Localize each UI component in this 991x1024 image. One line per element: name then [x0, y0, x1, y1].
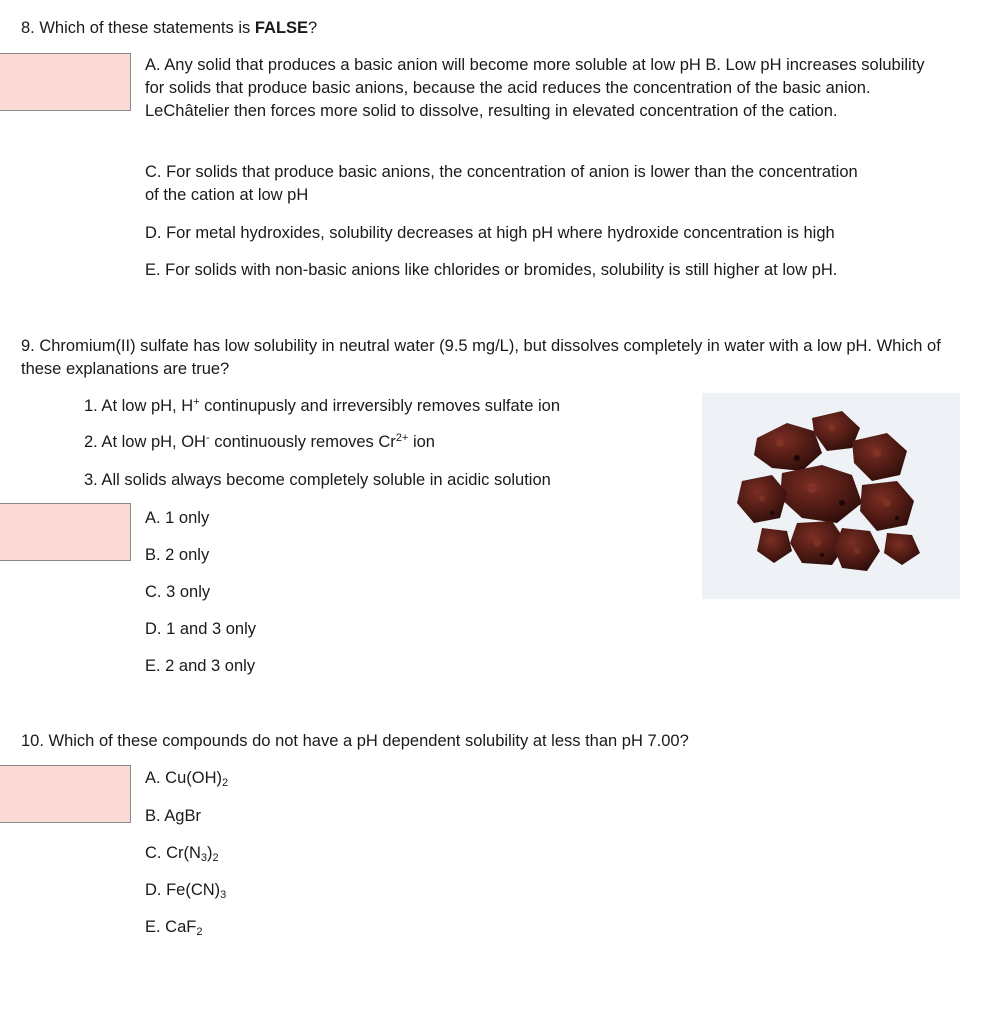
q9-statement-1: 1. At low pH, H+ continupusly and irreversibly removes sulfate ion: [84, 396, 560, 415]
q10-option-c: C. $Cr(N_3)_2$: [145, 844, 219, 864]
q9-answer-box[interactable]: [0, 503, 131, 561]
q8-option-e: E. For solids with non-basic anions like chlorides or bromides, solubility is still higher at low pH.: [145, 261, 838, 279]
question-8-heading: 8. Which of these statements is FALSE?: [21, 19, 318, 37]
q9-option-b: B. 2 only: [145, 546, 210, 564]
chromium-sulfate-photo: [702, 393, 960, 599]
q8-option-d: D. For metal hydroxides, solubility decreases at high pH where hydroxide concentration is high: [145, 224, 835, 242]
q9-option-e: E. 2 and 3 only: [145, 657, 256, 675]
q9-statement-3: 3. All solids always become completely soluble in acidic solution: [84, 471, 551, 489]
question-10-heading: 10. Which of these compounds do not have a pH dependent solubility at less than pH 7.00?: [21, 732, 689, 750]
crystals-photo-icon: [702, 393, 960, 599]
q10-option-d: D. $Fe(CN)_3$: [145, 881, 227, 901]
q10-option-b: B. AgBr: [145, 807, 201, 825]
q8-answer-box[interactable]: [0, 53, 131, 111]
q10-option-a: A. $Cu(OH)_2$: [145, 769, 229, 789]
q9-option-a: A. 1 only: [145, 509, 210, 527]
q8-option-c: C. For solids that produce basic anions, the concentration of anion is lower than the concentration of the cation at low pH: [145, 163, 858, 204]
q8-option-a-b: A. Any solid that produces a basic anion will become more soluble at low pH B. Low pH increases solubility for solids that produce basic anions, because the acid reduces the concentration of the basic anion. LeChâtelier then forces more solid to dissolve, resulting in elevated concentration of the cation.: [145, 56, 925, 120]
q10-option-e: E. CaF$_2$: [145, 918, 203, 938]
q9-option-d: D. 1 and 3 only: [145, 620, 256, 638]
q9-statement-2: 2. At low pH, OH- continuously removes $Cr^{2+}$ ion: [84, 432, 435, 451]
q9-option-c: C. 3 only: [145, 583, 211, 601]
question-9-heading: 9. Chromium(II) sulfate has low solubility in neutral water (9.5 mg/L), but dissolves completely in water with a low pH. Which of these explanations are true?: [21, 337, 941, 378]
q10-answer-box[interactable]: [0, 765, 131, 823]
